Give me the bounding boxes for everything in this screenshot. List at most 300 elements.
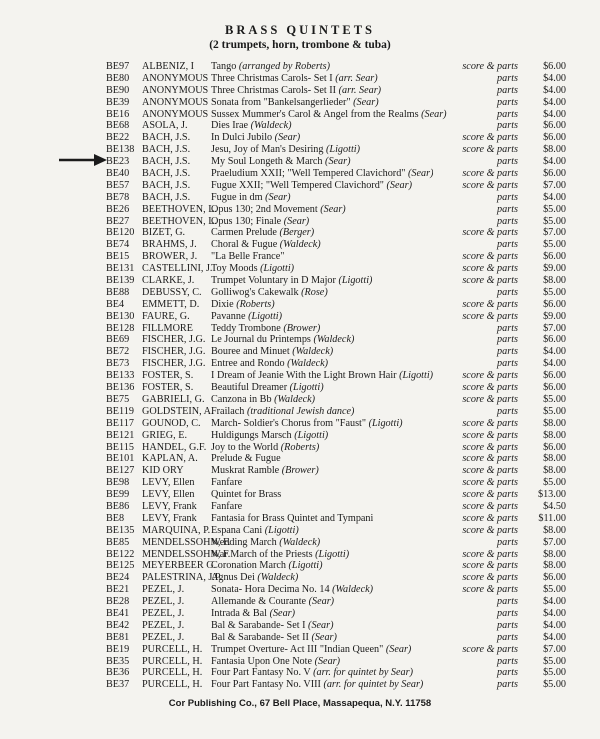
entry-arranger: (Ligotti) bbox=[264, 524, 299, 536]
entry-parts: score & parts bbox=[462, 393, 518, 405]
entry-title: In Dulci Jubilo bbox=[211, 132, 273, 144]
entry-price: $4.00 bbox=[543, 596, 566, 608]
entry-piece bbox=[211, 346, 333, 358]
entry-parts: score & parts bbox=[462, 132, 518, 144]
entry-price: $5.00 bbox=[543, 239, 566, 251]
entry-title: Trumpet Overture- Act III "Indian Queen" bbox=[211, 643, 384, 655]
entry-title: Carmen Prelude bbox=[211, 227, 277, 239]
catalog-entry bbox=[106, 656, 566, 668]
entry-title: Intrada & Bal bbox=[211, 607, 268, 619]
entry-piece bbox=[211, 287, 328, 299]
entry-piece bbox=[211, 311, 282, 323]
entry-arranger: (Waldeck) bbox=[313, 334, 355, 346]
entry-parts: parts bbox=[497, 346, 518, 358]
entry-parts: parts bbox=[497, 96, 518, 108]
entry-piece bbox=[211, 370, 433, 382]
entry-arranger: (Sear) bbox=[314, 655, 341, 667]
entry-price: $6.00 bbox=[543, 334, 566, 346]
entry-composer: FAURE, G. bbox=[142, 310, 190, 322]
entry-price: $6.00 bbox=[543, 441, 566, 453]
entry-composer: PALESTRINA, J.P. bbox=[142, 572, 223, 584]
entry-code: BE135 bbox=[106, 524, 135, 536]
entry-parts: score & parts bbox=[462, 382, 518, 394]
catalog-entry bbox=[106, 477, 566, 489]
entry-price: $8.00 bbox=[543, 275, 566, 287]
entry-code: BE139 bbox=[106, 275, 135, 287]
entry-title: Espana Cani bbox=[211, 524, 263, 536]
entry-parts: score & parts bbox=[462, 643, 518, 655]
entry-arranger: (Sear) bbox=[325, 156, 351, 168]
entry-code: BE23 bbox=[106, 156, 130, 168]
entry-parts: score & parts bbox=[462, 465, 518, 477]
entry-title: Allemande & Courante bbox=[211, 596, 307, 608]
entry-arranger: (Ligotti) bbox=[294, 429, 329, 441]
entry-arranger: (arr. for quintet by Sear) bbox=[323, 679, 424, 691]
entry-piece bbox=[211, 299, 275, 311]
catalog-entry bbox=[106, 513, 566, 525]
entry-arranger: (Sear) bbox=[320, 203, 346, 215]
entry-title: Three Christmas Carols- Set I bbox=[211, 72, 333, 84]
entry-price: $4.00 bbox=[543, 358, 566, 370]
entry-code: BE75 bbox=[106, 393, 130, 405]
entry-parts: score & parts bbox=[462, 489, 518, 501]
entry-price: $6.00 bbox=[543, 168, 566, 180]
entry-code: BE97 bbox=[106, 61, 130, 72]
entry-arranger: (Sear) bbox=[353, 96, 379, 108]
page-header bbox=[0, 23, 600, 52]
entry-composer: ASOLA, J. bbox=[142, 120, 188, 132]
entry-price: $5.00 bbox=[543, 584, 566, 596]
entry-title: Muskrat Ramble bbox=[211, 465, 280, 477]
entry-price: $5.00 bbox=[543, 286, 566, 298]
pointer-arrow-icon bbox=[58, 152, 108, 168]
catalog-entry bbox=[106, 168, 566, 180]
entry-composer: BACH, J.S. bbox=[142, 191, 191, 203]
entry-title: Wedding March bbox=[211, 536, 277, 548]
entry-parts: score & parts bbox=[462, 61, 518, 72]
entry-composer: BIZET, G. bbox=[142, 227, 186, 239]
catalog-list bbox=[106, 61, 566, 691]
entry-composer: LEVY, Frank bbox=[142, 500, 197, 512]
entry-code: BE35 bbox=[106, 655, 130, 667]
entry-code: BE85 bbox=[106, 536, 130, 548]
entry-code: BE39 bbox=[106, 96, 130, 108]
catalog-entry bbox=[106, 358, 566, 370]
catalog-entry bbox=[106, 275, 566, 287]
entry-price: $4.00 bbox=[543, 619, 566, 631]
entry-title: Choral & Fugue bbox=[211, 239, 278, 251]
entry-parts: parts bbox=[497, 679, 518, 691]
entry-code: BE73 bbox=[106, 358, 130, 370]
entry-piece bbox=[211, 61, 330, 73]
catalog-entry bbox=[106, 430, 566, 442]
entry-title: Joy to the World bbox=[211, 441, 279, 453]
entry-composer: PEZEL, J. bbox=[142, 607, 185, 619]
entry-arranger: (Rose) bbox=[301, 286, 328, 298]
entry-title: Beautiful Dreamer bbox=[211, 382, 288, 394]
entry-parts: score & parts bbox=[462, 227, 518, 239]
entry-price: $4.00 bbox=[543, 156, 566, 168]
entry-price: $5.00 bbox=[543, 477, 566, 489]
entry-arranger: (Sear) bbox=[274, 132, 301, 144]
catalog-entry bbox=[106, 73, 566, 85]
entry-piece bbox=[211, 394, 315, 406]
entry-code: BE131 bbox=[106, 263, 135, 275]
catalog-entry bbox=[106, 287, 566, 299]
entry-arranger: (Ligotti) bbox=[326, 144, 360, 156]
entry-title: Entree and Rondo bbox=[211, 358, 285, 370]
entry-price: $8.00 bbox=[543, 429, 566, 441]
entry-code: BE128 bbox=[106, 322, 135, 334]
entry-title: Bal & Sarabande- Set I bbox=[211, 619, 306, 631]
entry-composer: PEZEL, J. bbox=[142, 584, 185, 596]
entry-price: $4.00 bbox=[543, 84, 566, 96]
page-subtitle: (2 trumpets, horn, trombone & tuba) bbox=[209, 39, 391, 51]
entry-parts: score & parts bbox=[462, 560, 518, 572]
entry-arranger: (Waldeck) bbox=[287, 358, 329, 370]
catalog-entry bbox=[106, 620, 566, 632]
entry-parts: parts bbox=[497, 536, 518, 548]
entry-composer: BRAHMS, J. bbox=[142, 239, 197, 251]
entry-price: $4.00 bbox=[543, 72, 566, 84]
entry-code: BE15 bbox=[106, 251, 130, 263]
entry-price: $6.00 bbox=[543, 251, 566, 263]
entry-parts: score & parts bbox=[462, 417, 518, 429]
entry-piece bbox=[211, 489, 281, 501]
entry-parts: parts bbox=[497, 322, 518, 334]
entry-code: BE121 bbox=[106, 429, 135, 441]
catalog-entry bbox=[106, 465, 566, 477]
entry-piece bbox=[211, 584, 373, 596]
entry-composer: FISCHER, J.G. bbox=[142, 358, 206, 370]
entry-title: Le Journal du Printemps bbox=[211, 334, 311, 346]
entry-parts: parts bbox=[497, 619, 518, 631]
entry-code: BE133 bbox=[106, 370, 135, 382]
entry-code: BE81 bbox=[106, 631, 130, 643]
entry-composer: PURCELL, H. bbox=[142, 667, 203, 679]
catalog-entry bbox=[106, 572, 566, 584]
entry-title: Opus 130; Finale bbox=[211, 215, 282, 227]
entry-code: BE119 bbox=[106, 405, 134, 417]
entry-price: $5.00 bbox=[543, 679, 566, 691]
publisher-footer: Cor Publishing Co., 67 Bell Place, Massapequa, N.Y. 11758 bbox=[168, 698, 432, 709]
entry-price: $4.00 bbox=[543, 607, 566, 619]
catalog-entry bbox=[106, 370, 566, 382]
entry-code: BE57 bbox=[106, 179, 130, 191]
entry-code: BE130 bbox=[106, 310, 135, 322]
entry-parts: score & parts bbox=[462, 370, 518, 382]
entry-parts: parts bbox=[497, 334, 518, 346]
entry-composer: BACH, J.S. bbox=[142, 179, 191, 191]
entry-code: BE120 bbox=[106, 227, 135, 239]
catalog-entry bbox=[106, 192, 566, 204]
entry-piece bbox=[211, 73, 378, 85]
entry-composer: EMMETT, D. bbox=[142, 298, 200, 310]
entry-piece bbox=[211, 216, 309, 228]
entry-piece bbox=[211, 156, 351, 168]
entry-price: $8.00 bbox=[543, 144, 566, 156]
catalog-entry bbox=[106, 644, 566, 656]
entry-price: $5.00 bbox=[543, 203, 566, 215]
entry-arranger: (Sear) bbox=[386, 179, 412, 191]
catalog-entry bbox=[106, 525, 566, 537]
entry-piece bbox=[211, 477, 242, 489]
entry-price: $5.00 bbox=[543, 393, 566, 405]
entry-price: $6.00 bbox=[543, 132, 566, 144]
entry-piece bbox=[211, 120, 292, 132]
entry-code: BE27 bbox=[106, 215, 130, 227]
entry-composer: ANONYMOUS bbox=[142, 72, 209, 84]
entry-code: BE80 bbox=[106, 72, 130, 84]
catalog-entry bbox=[106, 537, 566, 549]
entry-parts: parts bbox=[497, 72, 518, 84]
entry-code: BE28 bbox=[106, 596, 130, 608]
entry-piece bbox=[211, 334, 354, 346]
entry-title: Jesu, Joy of Man's Desiring bbox=[211, 144, 324, 156]
entry-composer: PEZEL, J. bbox=[142, 631, 185, 643]
entry-price: $5.00 bbox=[543, 655, 566, 667]
entry-title: Bouree and Minuet bbox=[211, 346, 290, 358]
entry-price: $9.00 bbox=[543, 263, 566, 275]
entry-parts: parts bbox=[497, 607, 518, 619]
entry-arranger: (Waldeck) bbox=[279, 536, 321, 548]
entry-piece bbox=[211, 679, 423, 691]
entry-code: BE21 bbox=[106, 584, 130, 596]
entry-piece bbox=[211, 596, 334, 608]
entry-title: Opus 130; 2nd Movement bbox=[211, 203, 318, 215]
entry-piece bbox=[211, 525, 299, 537]
entry-arranger: (Waldeck) bbox=[279, 239, 321, 251]
entry-composer: LEVY, Ellen bbox=[142, 489, 195, 501]
entry-code: BE42 bbox=[106, 619, 130, 631]
catalog-entry bbox=[106, 584, 566, 596]
entry-title: Quintet for Brass bbox=[211, 489, 282, 501]
entry-arranger: (Waldeck) bbox=[250, 120, 292, 132]
entry-title: Bal & Sarabande- Set II bbox=[211, 631, 309, 643]
entry-parts: score & parts bbox=[462, 310, 518, 322]
entry-arranger: (Ligotti) bbox=[289, 382, 324, 394]
entry-piece bbox=[211, 406, 354, 418]
entry-piece bbox=[211, 180, 412, 192]
entry-composer: MARQUINA, P. bbox=[142, 524, 211, 536]
entry-code: BE19 bbox=[106, 643, 130, 655]
catalog-entry bbox=[106, 346, 566, 358]
entry-title: Fantasia Upon One Note bbox=[211, 655, 313, 667]
entry-piece bbox=[211, 537, 320, 549]
catalog-entry bbox=[106, 180, 566, 192]
entry-composer: BACH, J.S. bbox=[142, 168, 191, 180]
entry-piece bbox=[211, 608, 295, 620]
entry-title: Fugue in dm bbox=[211, 191, 263, 203]
entry-piece bbox=[211, 442, 319, 454]
entry-composer: CASTELLINI, J. bbox=[142, 263, 213, 275]
entry-arranger: (Sear) bbox=[421, 108, 447, 120]
entry-price: $6.00 bbox=[543, 370, 566, 382]
catalog-entry bbox=[106, 239, 566, 251]
entry-code: BE86 bbox=[106, 500, 130, 512]
entry-price: $5.00 bbox=[543, 667, 566, 679]
entry-composer: BACH, J.S. bbox=[142, 156, 191, 168]
entry-composer: KID ORY bbox=[142, 465, 184, 477]
entry-parts: parts bbox=[497, 239, 518, 251]
entry-piece bbox=[211, 275, 372, 287]
entry-composer: BEETHOVEN, L. bbox=[142, 215, 217, 227]
catalog-entry bbox=[106, 679, 566, 691]
entry-piece bbox=[211, 667, 413, 679]
entry-title: Tango bbox=[211, 61, 237, 72]
catalog-entry bbox=[106, 263, 566, 275]
entry-parts: score & parts bbox=[462, 179, 518, 191]
entry-arranger: (arr. Sear) bbox=[335, 72, 378, 84]
entry-code: BE41 bbox=[106, 607, 130, 619]
entry-piece bbox=[211, 168, 433, 180]
entry-title: Pavanne bbox=[211, 310, 246, 322]
entry-parts: score & parts bbox=[462, 477, 518, 489]
entry-composer: KAPLAN, A. bbox=[142, 453, 198, 465]
entry-piece bbox=[211, 263, 294, 275]
entry-composer: FOSTER, S. bbox=[142, 382, 194, 394]
entry-code: BE99 bbox=[106, 489, 130, 501]
entry-composer: HANDEL, G.F. bbox=[142, 441, 207, 453]
entry-parts: score & parts bbox=[462, 298, 518, 310]
catalog-entry bbox=[106, 382, 566, 394]
entry-title: Three Christmas Carols- Set II bbox=[211, 84, 337, 96]
catalog-entry bbox=[106, 311, 566, 323]
entry-code: BE74 bbox=[106, 239, 130, 251]
entry-code: BE98 bbox=[106, 477, 130, 489]
entry-arranger: (Ligotti) bbox=[315, 548, 350, 560]
entry-parts: parts bbox=[497, 667, 518, 679]
entry-title: Sonata- Hora Decima No. 14 bbox=[211, 584, 330, 596]
entry-code: BE24 bbox=[106, 572, 130, 584]
entry-arranger: (Ligotti) bbox=[260, 263, 295, 275]
entry-arranger: (Roberts) bbox=[236, 298, 275, 310]
entry-piece bbox=[211, 501, 242, 513]
entry-composer: GOLDSTEIN, A. bbox=[142, 405, 214, 417]
catalog-entry bbox=[106, 453, 566, 465]
entry-parts: parts bbox=[497, 156, 518, 168]
entry-piece bbox=[211, 323, 320, 335]
entry-piece bbox=[211, 513, 373, 525]
entry-parts: parts bbox=[497, 84, 518, 96]
entry-parts: parts bbox=[497, 286, 518, 298]
entry-composer: PEZEL, J. bbox=[142, 619, 185, 631]
entry-arranger: (Sear) bbox=[308, 596, 335, 608]
entry-price: $7.00 bbox=[543, 643, 566, 655]
catalog-entry bbox=[106, 394, 566, 406]
entry-parts: score & parts bbox=[462, 144, 518, 156]
entry-title: Four Part Fantasy No. VIII bbox=[211, 679, 321, 691]
entry-code: BE136 bbox=[106, 382, 135, 394]
entry-arranger: (Brower) bbox=[281, 465, 319, 477]
entry-code: BE40 bbox=[106, 168, 130, 180]
entry-arranger: (arr. Sear) bbox=[338, 84, 382, 96]
entry-parts: parts bbox=[497, 655, 518, 667]
entry-piece bbox=[211, 85, 381, 97]
entry-price: $4.00 bbox=[543, 631, 566, 643]
catalog-entry bbox=[106, 144, 566, 156]
entry-parts: score & parts bbox=[462, 251, 518, 263]
entry-title: Canzona in Bb bbox=[211, 393, 272, 405]
entry-parts: parts bbox=[497, 108, 518, 120]
entry-code: BE78 bbox=[106, 191, 130, 203]
entry-piece bbox=[211, 97, 379, 109]
entry-code: BE37 bbox=[106, 679, 130, 691]
entry-composer: FISCHER, J.G. bbox=[142, 346, 206, 358]
entry-composer: GABRIELI, G. bbox=[142, 393, 205, 405]
entry-code: BE22 bbox=[106, 132, 130, 144]
catalog-entry bbox=[106, 608, 566, 620]
entry-composer: PEZEL, J. bbox=[142, 596, 185, 608]
entry-parts: parts bbox=[497, 203, 518, 215]
entry-price: $7.00 bbox=[543, 536, 566, 548]
entry-composer: BACH, J.S. bbox=[142, 144, 191, 156]
catalog-entry bbox=[106, 442, 566, 454]
entry-title: Coronation March bbox=[211, 560, 286, 572]
entry-title: Huldigungs Marsch bbox=[211, 429, 292, 441]
entry-title: Fanfare bbox=[211, 477, 243, 489]
entry-parts: parts bbox=[497, 631, 518, 643]
entry-price: $8.00 bbox=[543, 548, 566, 560]
entry-title: Frailach bbox=[211, 405, 245, 417]
entry-composer: PURCELL, H. bbox=[142, 679, 203, 691]
entry-composer: LEVY, Ellen bbox=[142, 477, 195, 489]
entry-title: Four Part Fantasy No. V bbox=[211, 667, 311, 679]
entry-piece bbox=[211, 132, 300, 144]
entry-parts: score & parts bbox=[462, 572, 518, 584]
entry-piece bbox=[211, 560, 323, 572]
entry-price: $6.00 bbox=[543, 572, 566, 584]
entry-title: Dixie bbox=[211, 298, 234, 310]
entry-piece bbox=[211, 251, 284, 263]
entry-composer: PURCELL, H. bbox=[142, 655, 203, 667]
entry-arranger: (Sear) bbox=[265, 191, 291, 203]
entry-price: $8.00 bbox=[543, 453, 566, 465]
catalog-entry bbox=[106, 334, 566, 346]
entry-price: $4.00 bbox=[543, 191, 566, 203]
entry-arranger: (Sear) bbox=[408, 168, 434, 180]
entry-arranger: (Ligotti) bbox=[399, 370, 434, 382]
entry-price: $13.00 bbox=[537, 489, 566, 501]
entry-title: March- Soldier's Chorus from "Faust" bbox=[211, 417, 367, 429]
entry-price: $9.00 bbox=[543, 310, 566, 322]
entry-arranger: (Ligotti) bbox=[248, 310, 283, 322]
entry-parts: parts bbox=[497, 191, 518, 203]
entry-parts: score & parts bbox=[462, 263, 518, 275]
catalog-entry bbox=[106, 406, 566, 418]
entry-composer: BACH, J.S. bbox=[142, 132, 191, 144]
entry-price: $6.00 bbox=[543, 120, 566, 132]
catalog-entry bbox=[106, 251, 566, 263]
entry-composer: MEYERBEER G. bbox=[142, 560, 217, 572]
entry-piece bbox=[211, 644, 411, 656]
entry-code: BE8 bbox=[106, 512, 125, 524]
entry-title: Teddy Trombone bbox=[211, 322, 281, 334]
entry-price: $7.00 bbox=[543, 179, 566, 191]
entry-code: BE69 bbox=[106, 334, 130, 346]
entry-arranger: (Brower) bbox=[283, 322, 321, 334]
entry-composer: CLARKE, J. bbox=[142, 275, 195, 287]
entry-title: Prelude & Fugue bbox=[211, 453, 281, 465]
entry-title: Fugue XXII; "Well Tempered Clavichord" bbox=[211, 179, 384, 191]
catalog-entry bbox=[106, 667, 566, 679]
catalog-entry bbox=[106, 323, 566, 335]
entry-parts: score & parts bbox=[462, 168, 518, 180]
entry-price: $8.00 bbox=[543, 560, 566, 572]
catalog-entry bbox=[106, 109, 566, 121]
entry-arranger: (Sear) bbox=[283, 215, 310, 227]
entry-title: Praeludium XXII; "Well Tempered Clavichord" bbox=[211, 168, 406, 180]
